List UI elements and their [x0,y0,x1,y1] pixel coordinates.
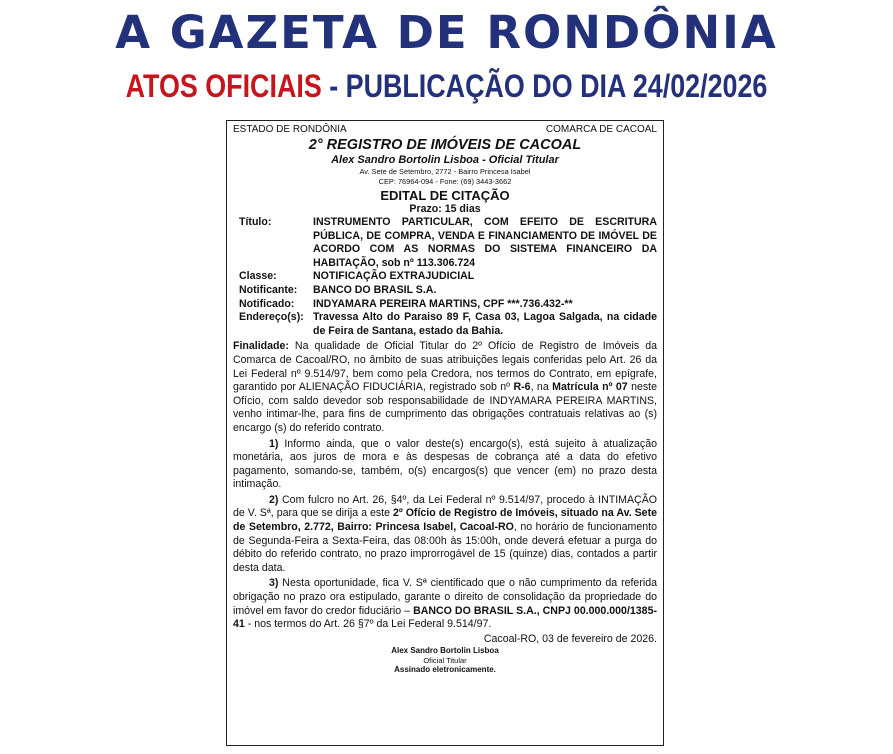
registry-owner: Alex Sandro Bortolin Lisboa - Oficial Titular [331,154,559,166]
notice-fields [233,216,657,338]
registry-address: Av. Sete de Setembro, 2772 - Bairro Princesa Isabel [359,167,531,176]
finalidade-text: Na qualidade de Oficial Titular do 2º Ofício de Registro de Imóveis da Comarca de Cacoal/RO, no âmbito de suas atribuições legais conferidas pelo Art. 26 da Lei Federal nº 9.514/97, bem como pela Credora, nos termos do Contrato, em epígrafe, garantido por ALIENAÇÃO FIDUCIÁRIA, registrado sob nº [233,340,657,394]
signature-name: Alex Sandro Bortolin Lisboa [391,646,499,656]
item-text: , no horário de funcionamento de Segunda-Feira a Sexta-Feira, das 08:00h às 15:00h, onde deverá efetuar a purga do débito do referido contrato, no prazo improrrogável de 15 (quinze) dias, contados a partir desta data. [233,521,657,574]
creditor-name: BANCO DO BRASIL S.A., CNPJ 00.000.000/1385-41 [233,604,657,631]
publication-line [71,66,821,106]
field-row [233,311,657,338]
field-row [233,270,657,284]
field-value: NOTIFICAÇÃO EXTRAJUDICIAL [313,270,475,283]
field-value: INSTRUMENTO PARTICULAR, COM EFEITO DE ESCRITURA PÚBLICA, DE COMPRA, VENDA E FINANCIAMENTO DE IMÓVEL DE ACORDO COM AS NORMAS DO SISTEMA FINANCEIRO DA HABITAÇÃO, sob nº 113.306.724 [313,216,657,269]
field-label: Notificante: [239,283,298,296]
item-text: - nos termos do Art. 26 §7º da Lei Federal 9.514/97. [244,618,492,631]
finalidade-label: Finalidade: [233,340,289,353]
notice-date: Cacoal-RO, 03 de fevereiro de 2026. [483,632,657,645]
finalidade-text: neste Ofício, com saldo devedor sob responsabilidade de INDYAMARA PEREIRA MARTINS, venho intimar-lhe, para fins de cumprimento das obrigações contratuais relativas ao (s) encargo (s) do referido contrato. [233,381,658,434]
notice-box [226,120,664,746]
field-row [233,284,657,298]
item-2-paragraph [233,494,657,576]
registry-title: 2° REGISTRO DE IMÓVEIS DE CACOAL [308,137,582,153]
field-label: Notificado: [239,297,295,310]
state-label: ESTADO DE RONDÔNIA [233,124,347,135]
signature-role: Oficial Titular [423,656,467,666]
edital-title: EDITAL DE CITAÇÃO [380,188,510,203]
registry-contact: CEP: 76964-094 - Fone: (69) 3443-3662 [378,176,512,186]
registration-number: R-6 [513,381,531,394]
separator: - [321,68,346,104]
edital-deadline: Prazo: 15 dias [409,203,481,215]
finalidade-paragraph [233,340,657,435]
field-value: Travessa Alto do Paraiso 89 F, Casa 03, Lagoa Salgada, na cidade de Feira de Santana, estado da Bahia. [313,311,657,337]
section-label: ATOS OFICIAIS [125,68,322,104]
item-number: 3) [269,577,279,590]
item-number: 2) [269,493,279,506]
office-address: 2º Ofício de Registro de Imóveis, situado na Av. Sete de Setembro, 2.772, Bairro: Princesa Isabel, Cacoal-RO [233,507,657,534]
signature-note: Assinado eletronicamente. [394,665,496,675]
item-3-paragraph [233,577,657,631]
publication-date: PUBLICAÇÃO DO DIA 24/02/2026 [345,68,768,104]
field-value: INDYAMARA PEREIRA MARTINS, CPF ***.736.432-** [313,297,573,310]
item-text: Informo ainda, que o valor deste(s) encargo(s), está sujeito à atualização monetária, aos juros de mora e às despesas de cobrança até a data do efetivo pagamento, somando-se, também, o(s) encargos(s) que vencer (em) no prazo desta intimação. [233,437,657,491]
notice-top-row [233,124,657,136]
field-label: Endereço(s): [239,311,304,324]
item-text: Com fulcro no Art. 26, §4º, da Lei Federal nº 9.514/97, procedo à INTIMAÇÃO de V. Sª, para que se dirija a este [233,493,657,520]
matricula-number: Matrícula nº 07 [552,381,628,394]
masthead-title: A GAZETA DE RONDÔNIA [115,6,778,59]
field-label: Título: [239,216,272,228]
item-text: Nesta oportunidade, fica V. Sª cientificado que o não cumprimento da referida obrigação no prazo ora estipulado, garante o direito de consolidação da propriedade do imóvel em favor do credor fiduciário – [233,577,657,617]
finalidade-text: , na [530,381,553,394]
comarca-label: COMARCA DE CACOAL [545,124,657,135]
field-label: Classe: [239,270,277,283]
field-value: BANCO DO BRASIL S.A. [313,283,437,296]
field-row [233,216,657,270]
item-number: 1) [269,437,279,450]
field-row [233,298,657,312]
item-1-paragraph [233,438,657,492]
